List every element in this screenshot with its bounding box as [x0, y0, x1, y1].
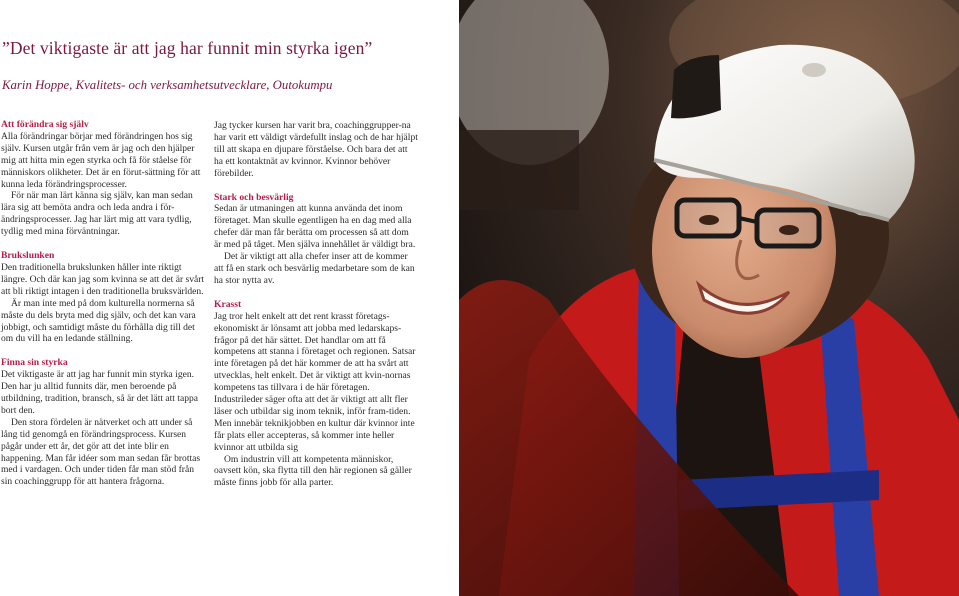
section-finna-sin-styrka [1, 357, 205, 488]
section-stark-och-besvarlig [214, 192, 418, 287]
article-title: ”Det viktigaste är att jag har funnit min styrka igen” [2, 38, 373, 58]
paragraph: Alla förändringar börjar med förändringen hos sig själv. Kursen utgår från vem är jag och den hjälper mig att hitta min egen styrka och få för ståelse för människors olikheter. Det är en förut-sättning för att kunna leda förändringsprocesser. [1, 130, 201, 190]
paragraph: Om industrin vill att kompetenta människor, oavsett kön, ska flytta till den här regionen så gäller måste finns jobb för alla parter. [214, 453, 412, 489]
paragraph: Det är viktigt att alla chefer inser att de kommer att få en stark och besvärlig medarbetare som de kan ha stor nytta av. [214, 251, 415, 286]
section-heading: Krasst [214, 298, 242, 310]
paragraph: Det viktigaste är att jag har funnit min styrka igen. Den har ju alltid funnits där, men beroende på utbildning, tradition, bransch, så är det lätt att tappa bort den. [1, 369, 198, 416]
text-column-middle [214, 120, 418, 489]
section-brukslunken [1, 250, 205, 345]
section-intro-mid [214, 120, 418, 180]
section-heading: Stark och besvärlig [214, 191, 294, 203]
section-heading: Finna sin styrka [1, 357, 68, 369]
paragraph: Är man inte med på dom kulturella normerna så måste du dels bryta med dig själv, och det kan vara jobbigt, och samtidigt måste du förhålla dig till det om du vill ha en ledande ställning. [1, 297, 196, 345]
paragraph: För när man lärt känna sig själv, kan man sedan lära sig att bemöta andra och leda andra i för-ändringsprocesser. Jag har lärt mig att vara tydlig, tydlig med mina förväntningar. [1, 190, 193, 238]
paragraph: Den stora fördelen är nätverket och att under så lång tid genomgå en förändringsprocess. Kursen pågår under ett år, det gör att det inte blir en happening. Man får idéer som man sedan får brottas med i vardagen. Och under tiden får man stöd från sin coachinggrupp för att hantera frågorna. [1, 416, 201, 488]
section-krasst [214, 299, 418, 490]
paragraph: Jag tror helt enkelt att det rent krasst företags-ekonomiskt är lönsamt att jobba med ledarskaps-frågor på det här sättet. Det handlar om att få kompetens att stanna i företaget och regionen. Satsar inte företagen på det här kommer de att ha svårt att utvecklas, helt enkelt. Det är viktigt att kvin-nornas kompetens tas tillvara i de här företagen. Industrileder säger ofta att det är viktigt att allt fler läser och utbildar sig inom teknik, inför fram-tiden. Men innebär teknikjobben en kultur där kvinnor inte får plats eller accepteras, så kommer inte heller kvinnor att utbilda sig [214, 310, 416, 453]
worker-portrait-icon [459, 0, 959, 596]
article-byline: Karin Hoppe, Kvalitets- och verksamhetsutvecklare, Outokumpu [2, 78, 333, 92]
paragraph: Sedan är utmaningen att kunna använda det inom företaget. Man skulle egentligen ha en dag med alla chefer där man får berätta om processen så att dom är med på tåget. Men själva innehållet är väldigt bra. [214, 203, 416, 251]
paragraph: Jag tycker kursen har varit bra, coachinggrupper-na har varit ett väldigt värdefullt inslag och de har hjälpt till att skapa en djupare förståelse. Och bara det att ha ett kontaktnät av kvinnor. Kvinnor behöver förebilder. [214, 120, 418, 179]
section-heading: Brukslunken [1, 250, 55, 262]
paragraph: Den traditionella brukslunken håller inte riktigt längre. Och där kan jag som kvinna se att det är svårt att bli riktigt intagen i den traditionella bruksvärlden. [1, 261, 205, 297]
section-att-forandra [1, 119, 205, 238]
worker-portrait-photo [459, 0, 959, 596]
text-column-left [1, 119, 205, 488]
section-heading: Att förändra sig själv [1, 119, 89, 130]
